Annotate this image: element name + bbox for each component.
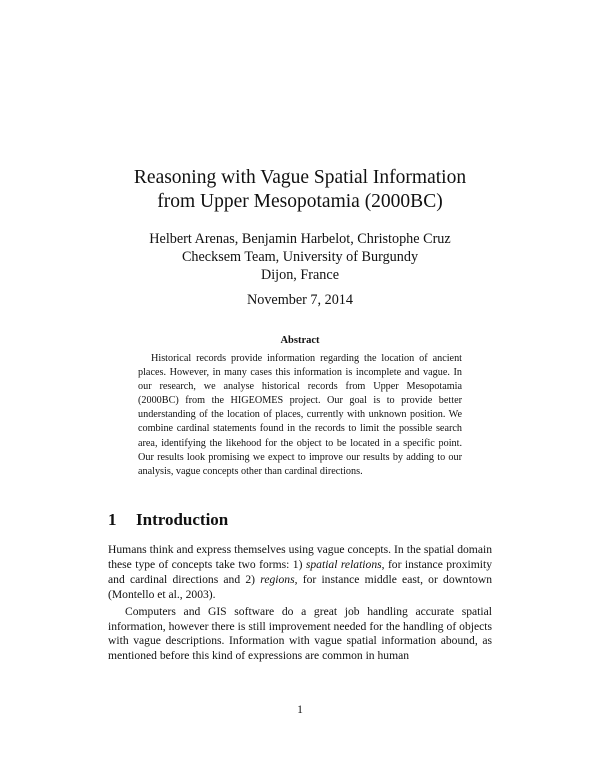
paragraph-2: Computers and GIS software do a great job handling accurate spatial information, however there is still improvement needed for the handling of objects with vague descriptions. Information with vague spatial information abound, as mentioned before this kind of expressions are common in human — [108, 604, 492, 663]
section-title: Introduction — [136, 510, 229, 529]
body-text — [108, 543, 492, 664]
paragraph-1-part-b: , for instance proximity and cardinal directions and 2) — [108, 557, 492, 586]
paragraph-1 — [108, 543, 492, 603]
paragraph-1-emphasis-1: spatial relations — [305, 557, 382, 571]
author-block — [0, 230, 600, 284]
page-number: 1 — [297, 703, 303, 716]
paragraph-1-part-c: , for instance middle east, or downtown (Montello et al., 2003). — [108, 572, 492, 601]
section-heading — [108, 510, 228, 530]
author-names: Helbert Arenas, Benjamin Harbelot, Christophe Cruz — [149, 231, 451, 247]
paper-title — [0, 166, 600, 214]
section-number: 1 — [108, 510, 117, 529]
title-line-2: from Upper Mesopotamia (2000BC) — [157, 191, 443, 212]
author-affiliation: Checksem Team, University of Burgundy — [181, 249, 419, 265]
paragraph-1-emphasis-2: regions — [260, 572, 295, 586]
title-line-1: Reasoning with Vague Spatial Information — [133, 167, 467, 188]
paragraph-1-part-a: Humans think and express themselves using vague concepts. In the spatial domain these type of concepts take two forms: 1) — [108, 543, 492, 571]
author-location: Dijon, France — [260, 267, 339, 283]
paper-date: November 7, 2014 — [247, 292, 353, 308]
abstract-heading: Abstract — [280, 335, 320, 346]
abstract-text: Historical records provide information regarding the location of ancient places. However, in many cases this information is incomplete and vague. In our research, we analyse historical records from Upper Mesopotamia (2000BC) from the HIGEOMES project. Our goal is to provide better understanding of the location of places, currently with unknown position. We combine cardinal statements found in the records to limit the possible search area, identifying the likehood for the object to be located in a specific point. Our results look promising we expect to improve our results by adding to our analysis, vague concepts other than cardinal directions. — [138, 353, 462, 477]
